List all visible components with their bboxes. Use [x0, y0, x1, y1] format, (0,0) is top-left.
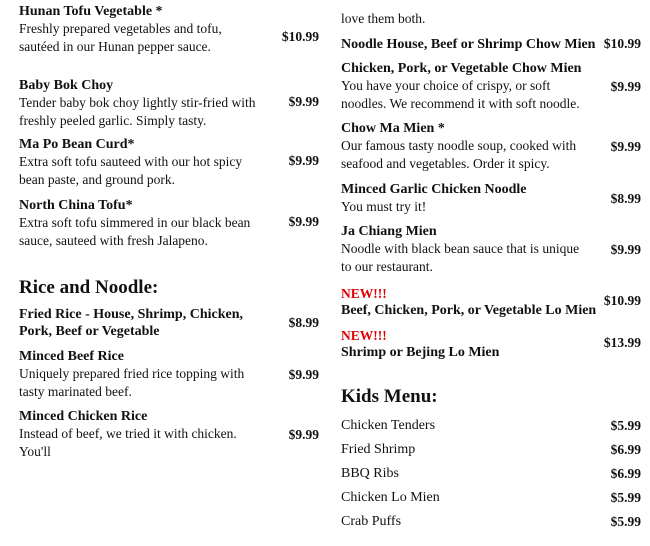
- item-description: Extra soft tofu sauteed with our hot spicy bean paste, and ground pork.: [19, 154, 243, 187]
- kids-item: [341, 466, 641, 482]
- menu-item: [19, 136, 319, 189]
- new-tag: NEW!!!: [341, 328, 387, 343]
- item-name: Hunan Tofu Vegetable *: [19, 4, 163, 19]
- item-price: $10.99: [281, 29, 319, 44]
- kids-item-price: $5.99: [610, 490, 641, 505]
- menu-item-new: [341, 327, 641, 361]
- item-price: $13.99: [603, 335, 641, 350]
- menu-item: [19, 348, 319, 401]
- item-description: Extra soft tofu simmered in our black bean sauce, sauteed with fresh Jalapeno.: [19, 215, 251, 248]
- item-price: $9.99: [288, 153, 319, 168]
- kids-item-name: Fried Shrimp: [341, 442, 416, 457]
- kids-item-name: Crab Puffs: [341, 514, 402, 529]
- kids-item: [341, 442, 641, 458]
- menu-item: [19, 3, 319, 56]
- item-price: $9.99: [288, 367, 319, 382]
- item-name: Noodle House, Beef or Shrimp Chow Mien: [341, 37, 596, 52]
- new-tag: NEW!!!: [341, 286, 387, 301]
- item-description: Noodle with black bean sauce that is unique to our restaurant.: [341, 241, 580, 274]
- menu-item: [19, 306, 319, 340]
- item-description: You have your choice of crispy, or soft noodles. We recommend it with soft noodle.: [341, 78, 580, 111]
- item-price: $8.99: [288, 315, 319, 330]
- menu-item: [341, 60, 641, 113]
- item-description: Tender baby bok choy lightly stir-fried with freshly peeled garlic. Simply tasty.: [19, 95, 256, 128]
- item-description: Instead of beef, we tried it with chicken. You'll: [19, 426, 237, 459]
- kids-item-price: $6.99: [610, 442, 641, 457]
- item-name: Baby Bok Choy: [19, 78, 114, 93]
- item-name: Shrimp or Bejing Lo Mien: [341, 345, 500, 360]
- menu-item-new: [341, 285, 641, 319]
- item-price: $10.99: [603, 293, 641, 308]
- menu-item: [19, 77, 319, 130]
- kids-item-price: $5.99: [610, 514, 641, 529]
- kids-item: [341, 490, 641, 506]
- continuation-text: love them both.: [341, 11, 426, 26]
- menu-item: [19, 197, 319, 250]
- item-description: Uniquely prepared fried rice topping with tasty marinated beef.: [19, 366, 245, 399]
- item-price: $10.99: [603, 36, 641, 51]
- menu-item: [341, 181, 641, 216]
- item-name: Chicken, Pork, or Vegetable Chow Mien: [341, 61, 582, 76]
- item-name: North China Tofu*: [19, 198, 133, 213]
- item-description: You must try it!: [341, 199, 427, 214]
- item-name: Chow Ma Mien *: [341, 121, 445, 136]
- item-price: $9.99: [610, 242, 641, 257]
- menu-item: [341, 120, 641, 173]
- section-title-kids-menu: Kids Menu:: [341, 386, 438, 407]
- kids-item: [341, 418, 641, 434]
- item-name: Minced Garlic Chicken Noodle: [341, 182, 527, 197]
- menu-item: [341, 36, 641, 53]
- kids-item-name: Chicken Tenders: [341, 418, 436, 433]
- item-price: $8.99: [610, 191, 641, 206]
- item-name: Ja Chiang Mien: [341, 224, 437, 239]
- item-price: $9.99: [610, 79, 641, 94]
- item-price: $9.99: [288, 214, 319, 229]
- kids-item: [341, 514, 641, 530]
- item-name: Minced Chicken Rice: [19, 409, 148, 424]
- kids-item-name: Chicken Lo Mien: [341, 490, 440, 505]
- kids-item-name: BBQ Ribs: [341, 466, 399, 481]
- menu-item: [19, 408, 319, 461]
- kids-item-price: $5.99: [610, 418, 641, 433]
- item-name: Fried Rice - House, Shrimp, Chicken, Pork, Beef or Vegetable: [19, 307, 243, 339]
- item-price: $9.99: [610, 139, 641, 154]
- section-title-rice-noodle: Rice and Noodle:: [19, 277, 159, 298]
- item-name: Beef, Chicken, Pork, or Vegetable Lo Mien: [341, 303, 597, 318]
- item-description: Our famous tasty noodle soup, cooked with seafood and vegetables. Order it spicy.: [341, 138, 577, 171]
- item-name: Minced Beef Rice: [19, 349, 124, 364]
- menu-item: [341, 223, 641, 276]
- item-price: $9.99: [288, 94, 319, 109]
- item-price: $9.99: [288, 427, 319, 442]
- kids-item-price: $6.99: [610, 466, 641, 481]
- item-name: Ma Po Bean Curd*: [19, 137, 135, 152]
- item-description: Freshly prepared vegetables and tofu, sautéed in our Hunan pepper sauce.: [19, 21, 222, 54]
